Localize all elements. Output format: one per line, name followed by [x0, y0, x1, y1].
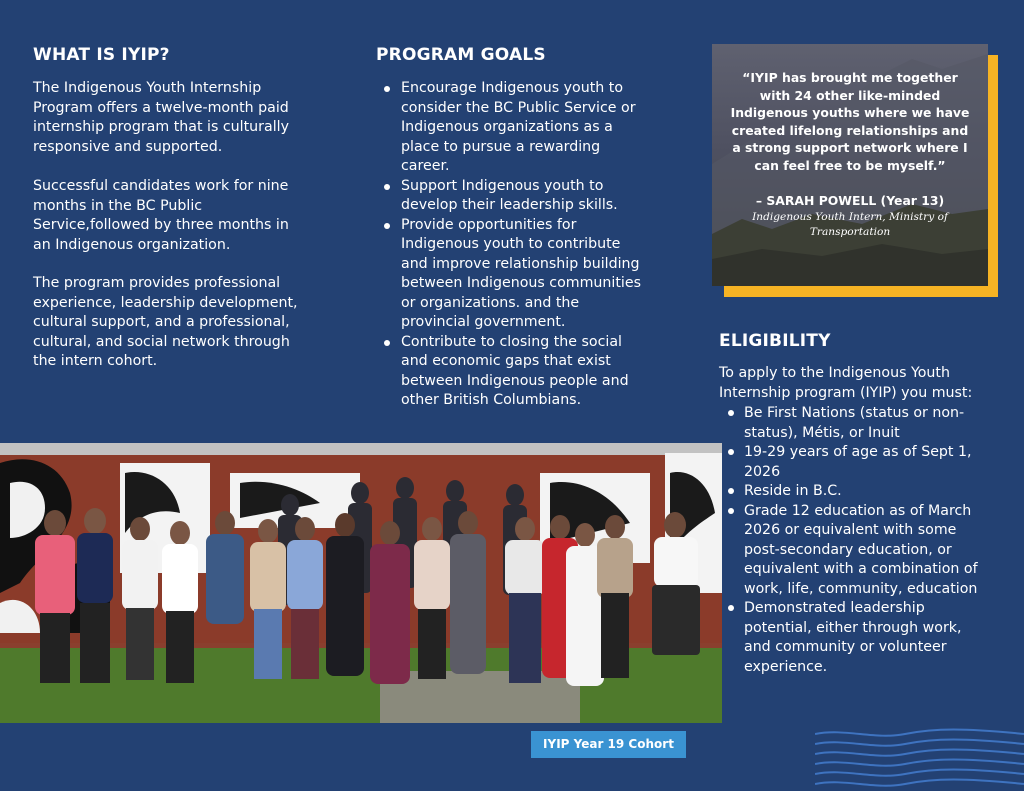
- eligibility-item: Demonstrated leadership potential, either through work, and community or volunteer experience.: [728, 599, 990, 677]
- eligibility-item: Be First Nations (status or non-status), Métis, or Inuit: [728, 404, 990, 443]
- what-paragraph-2: Successful candidates work for nine months in the BC Public Service,followed by three months in an Indigenous organization.: [33, 178, 289, 253]
- goal-item: Provide opportunities for Indigenous youth to contribute and improve relationship building between Indigenous communities or organizations. and the provincial government.: [380, 216, 648, 333]
- cohort-group-photo: [0, 443, 722, 723]
- testimonial-role: Indigenous Youth Intern, Ministry of Transportation: [752, 211, 948, 238]
- eligibility-list: [728, 404, 990, 677]
- testimonial-author: – SARAH POWELL (Year 13): [755, 193, 945, 208]
- what-paragraph-3: The program provides professional experience, leadership development, cultural support, and a professional, cultural, and social network through the intern cohort.: [33, 275, 298, 369]
- what-paragraph-1: The Indigenous Youth Internship Program offers a twelve-month paid internship program that is culturally responsive and supported.: [33, 80, 289, 155]
- what-is-iyip-heading: WHAT IS IYIP?: [33, 45, 170, 65]
- goal-item: Contribute to closing the social and economic gaps that exist between Indigenous people and other British Columbians.: [380, 333, 648, 411]
- eligibility-item: Reside in B.C.: [728, 482, 990, 502]
- goal-item: Support Indigenous youth to develop their leadership skills.: [380, 177, 648, 216]
- eligibility-item: Grade 12 education as of March 2026 or equivalent with some post-secondary education, or equivalent with a combination of work, life, community, education: [728, 502, 990, 600]
- eligibility-item: 19-29 years of age as of Sept 1, 2026: [728, 443, 990, 482]
- program-goals-heading: PROGRAM GOALS: [376, 45, 546, 65]
- testimonial-quote: “IYIP has brought me together with 24 other like-minded Indigenous youths where we have created lifelong relationships and a strong support network where I can feel free to be myself.”: [730, 70, 970, 173]
- program-goals-list: [380, 79, 648, 411]
- eligibility-intro: To apply to the Indigenous Youth Internship program (IYIP) you must:: [719, 365, 973, 401]
- testimonial-card: [712, 44, 988, 286]
- decorative-waves-icon: [815, 726, 1024, 790]
- goal-item: Encourage Indigenous youth to consider the BC Public Service or Indigenous organizations as a place to pursue a rewarding career.: [380, 79, 648, 177]
- photo-caption: IYIP Year 19 Cohort: [531, 731, 686, 758]
- eligibility-heading: ELIGIBILITY: [719, 331, 831, 351]
